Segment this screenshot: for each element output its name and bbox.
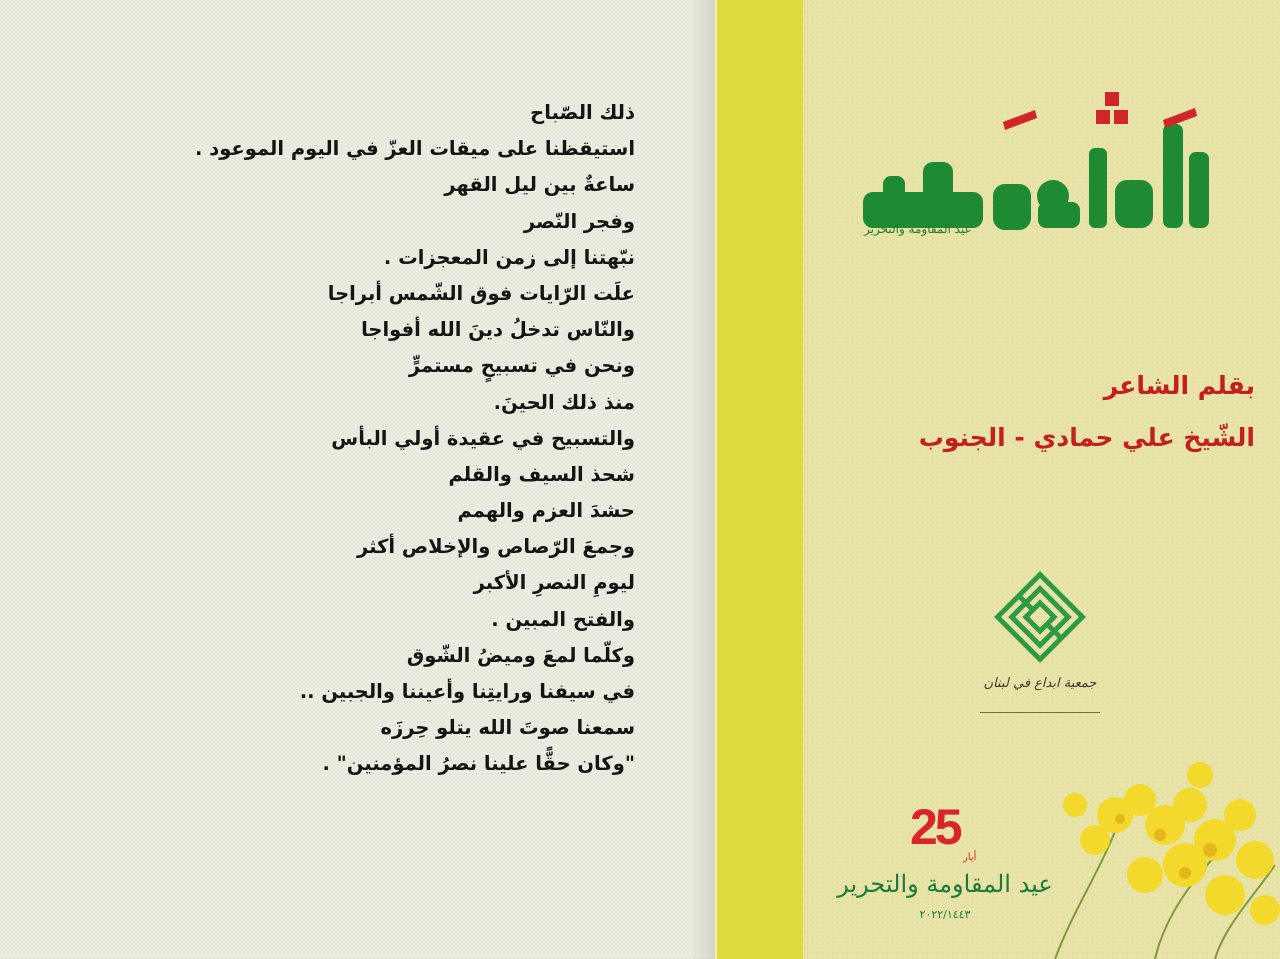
festival-name: عيد المقاومة والتحرير xyxy=(837,870,1053,898)
page-gutter-shadow xyxy=(690,0,718,959)
poem-line: منذ ذلك الحينَ. xyxy=(493,390,635,414)
poem-line: سمعنا صوتَ الله يتلو حِرزَه xyxy=(380,716,635,740)
yellow-flowers-illustration xyxy=(955,745,1280,959)
poem-line: ساعةٌ بين ليل القهر xyxy=(444,173,635,197)
author-line-2: الشّيخ علي حمادي - الجنوب xyxy=(918,423,1255,452)
kufic-square-emblem-icon xyxy=(993,570,1087,664)
poem-line: ليومِ النصرِ الأكبر xyxy=(473,571,635,595)
poem-line: "وكان حقًّا علينا نصرُ المؤمنين" . xyxy=(322,752,635,776)
poem-line: ذلك الصّباح xyxy=(530,101,635,124)
date-month: أيار xyxy=(963,852,977,863)
poem-line: نبّهتنا إلى زمن المعجزات . xyxy=(383,245,635,269)
poem-line: ونحن في تسبيحٍ مستمرٍّ xyxy=(408,354,635,378)
poem-line: علَت الرّايات فوق الشّمس أبراجا xyxy=(327,281,635,305)
yellow-spine-band xyxy=(715,0,803,959)
poem-text xyxy=(150,95,635,783)
poem-line: في سيفنا ورايتِنا وأعيننا والجبين .. xyxy=(299,680,635,703)
cover-page xyxy=(715,0,1280,959)
poem-line: وفجر النّصر xyxy=(523,209,635,233)
title-logo-accents xyxy=(1003,92,1197,130)
signature-underline xyxy=(980,712,1100,713)
title-subtitle: عيد المقاومة والتحرير xyxy=(864,222,972,236)
poem-line: استيقظنا على ميقات العزّ في اليوم الموعود . xyxy=(195,137,635,161)
poem-line: والفتح المبين . xyxy=(491,607,635,631)
author-line-1: بقلم الشاعر xyxy=(1103,371,1255,400)
association-signature: جمعية ابداع في لبنان xyxy=(983,676,1097,691)
author-credit xyxy=(835,360,1255,464)
title-logo-strokes xyxy=(863,124,1209,230)
poem-line: حشدَ العزم والهمم xyxy=(457,499,635,523)
festival-year: ٢٠٢٢/١٤٤٣ xyxy=(919,908,971,921)
poem-line: وكلّما لمعَ وميضُ الشّوق xyxy=(406,643,635,667)
poem-line: شحذ السيف والقلم xyxy=(448,462,635,486)
poem-line: والتسبيح في عقيدة أولي البأس xyxy=(331,426,635,450)
poem-line: والنّاس تدخلُ دينَ الله أفواجا xyxy=(361,318,635,342)
date-day-number: 25 xyxy=(910,799,960,855)
poem-line: وجمعَ الرّصاص والإخلاص أكثر xyxy=(357,535,635,559)
